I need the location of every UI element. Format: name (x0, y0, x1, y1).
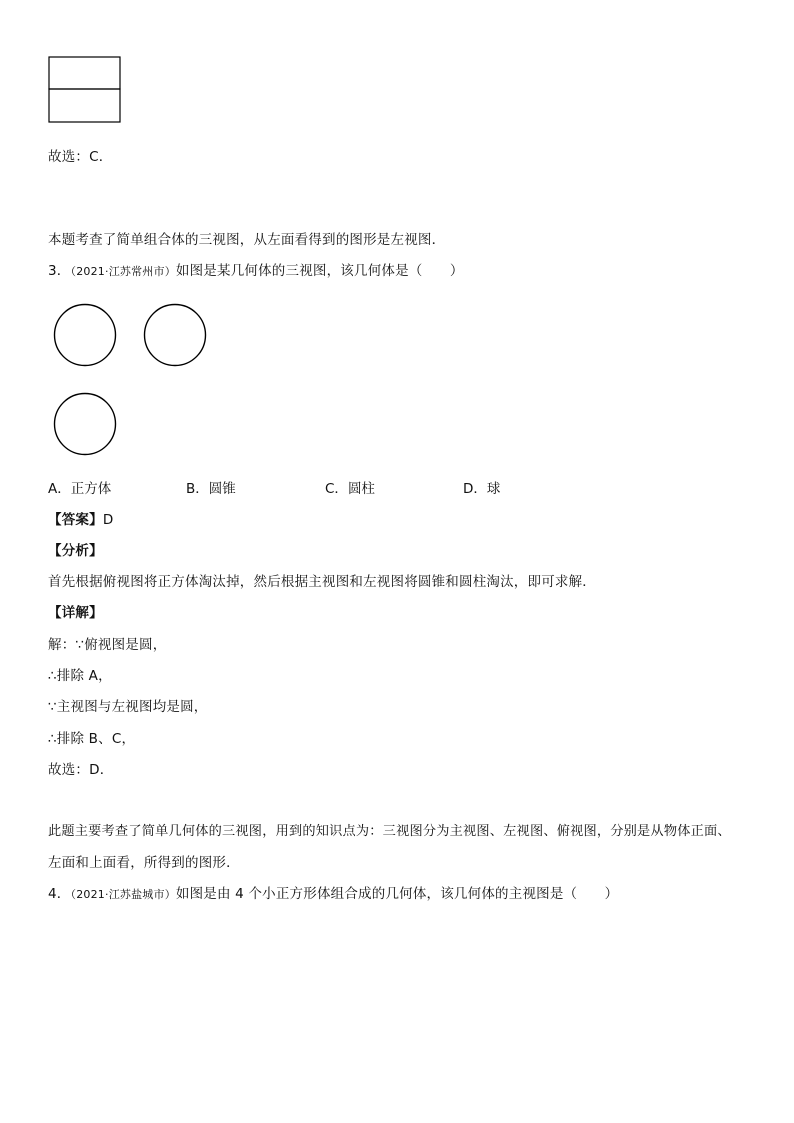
stacked-squares-figure (48, 56, 122, 124)
detail-line: 解：∵俯视图是圆， (48, 637, 167, 653)
analysis-text: 首先根据俯视图将正方体淘汰掉，然后根据主视图和左视图将圆锥和圆柱淘汰，即可求解． (48, 574, 596, 590)
comment-line-1: 此题主要考查了简单几何体的三视图，用到的知识点为：三视图分为主视图、左视图、俯视图，分别是从物体正面、 (48, 824, 731, 839)
option-d: D．球 (463, 481, 501, 497)
prev-conclusion: 故选：C． (48, 149, 113, 165)
answer-label: 【答案】 (48, 512, 103, 528)
detail-line: ∵主视图与左视图均是圆， (48, 699, 208, 715)
option-a: A．正方体 (48, 481, 112, 497)
q3-stem-text: 如图是某几何体的三视图，该几何体是（ ） (175, 263, 464, 279)
lower-square (49, 89, 120, 122)
detail-line: ∴排除 A， (48, 668, 112, 684)
q4-number: 4． (48, 886, 71, 902)
prev-summary: 本题考查了简单组合体的三视图，从左面看得到的图形是左视图． (48, 232, 446, 248)
top-view-circle (55, 394, 116, 455)
q3-stem (48, 262, 464, 281)
comment-line-2: 左面和上面看，所得到的图形． (48, 855, 240, 871)
q4-source: （2021·江苏盐城市） (70, 888, 176, 901)
answer (48, 511, 113, 529)
side-view-circle (145, 305, 206, 366)
upper-square (49, 57, 120, 89)
q4-stem (48, 885, 618, 904)
q3-source: （2021·江苏常州市） (70, 265, 176, 278)
q3-number: 3． (48, 263, 71, 279)
analysis-label: 【分析】 (48, 543, 103, 559)
option-c: C．圆柱 (325, 481, 375, 497)
front-view-circle (55, 305, 116, 366)
detail-line: 故选：D． (48, 762, 114, 778)
detail-label: 【详解】 (48, 605, 103, 621)
answer-value: D (102, 512, 114, 528)
option-b: B．圆锥 (186, 481, 236, 497)
detail-line: ∴排除 B、C， (48, 731, 136, 747)
three-views-figure (52, 302, 212, 458)
q4-stem-text: 如图是由 4 个小正方形体组合成的几何体，该几何体的主视图是（ ） (175, 886, 619, 902)
